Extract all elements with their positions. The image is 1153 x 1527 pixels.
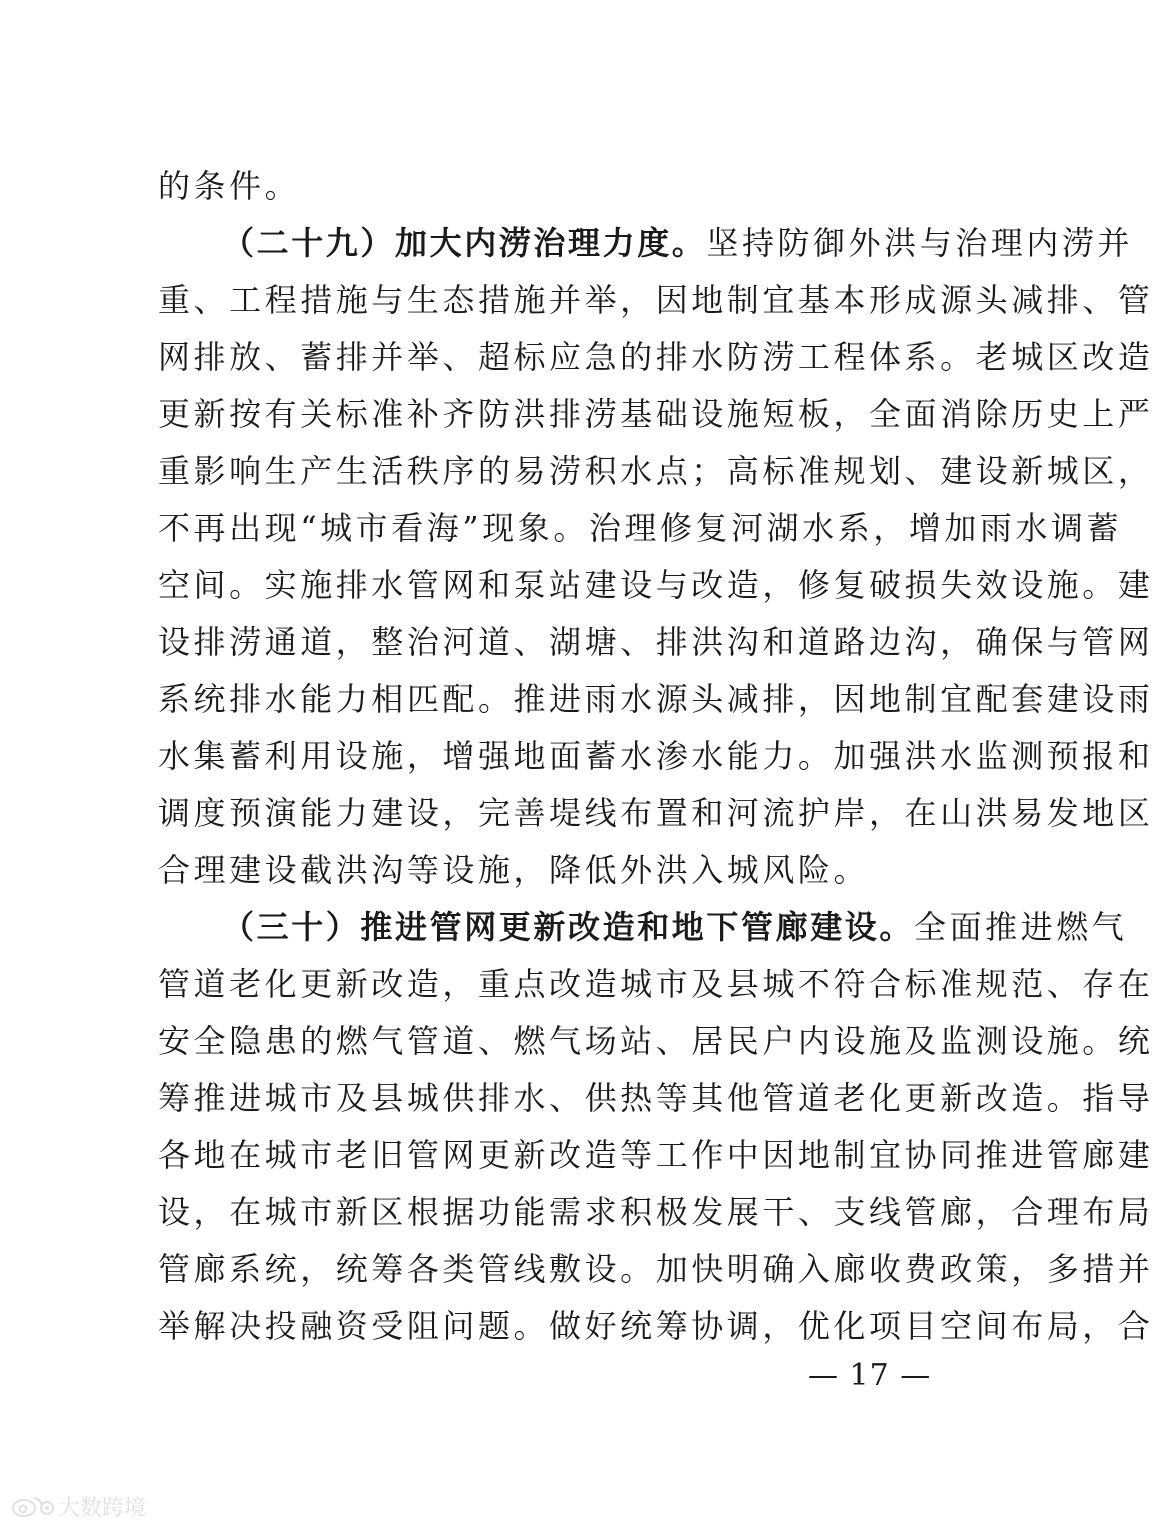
- paragraph-line: 合理建设截洪沟等设施，降低外洪入城风险。: [158, 851, 870, 889]
- paragraph-line: 不再出现“城市看海”现象。治理修复河湖水系，增加雨水调蓄: [158, 509, 1123, 547]
- section-29-first-line-text: 坚持防御外洪与治理内涝并: [706, 224, 1134, 262]
- paragraph-line: 安全隐患的燃气管道、燃气场站、居民户内设施及监测设施。统: [158, 1022, 1153, 1060]
- paragraph-line: 管廊系统，统筹各类管线敷设。加快明确入廊收费政策，多措并: [158, 1250, 1153, 1288]
- section-30-heading: （三十）推进管网更新改造和地下管廊建设。: [222, 908, 915, 946]
- paragraph-line: 设排涝通道，整治河道、湖塘、排洪沟和道路边沟，确保与管网: [158, 623, 1153, 661]
- paragraph-line: 重影响生产生活秩序的易涝积水点；高标准规划、建设新城区，: [158, 452, 1153, 490]
- section-30-first-line-text: 全面推进燃气: [914, 908, 1128, 946]
- section-29-first-line: [222, 223, 1133, 263]
- paragraph-line: 空间。实施排水管网和泵站建设与改造，修复破损失效设施。建: [158, 566, 1153, 604]
- watermark: [10, 1492, 146, 1520]
- section-30-first-line: [222, 907, 1127, 947]
- paragraph-line: 更新按有关标准补齐防洪排涝基础设施短板，全面消除历史上严: [158, 395, 1153, 433]
- paragraph-line: 举解决投融资受阻问题。做好统筹协调，优化项目空间布局，合: [158, 1307, 1153, 1345]
- section-29-heading: （二十九）加大内涝治理力度。: [222, 224, 707, 262]
- page-number: — 17 —: [808, 1358, 932, 1393]
- weibo-logo-icon: [10, 1494, 54, 1518]
- paragraph-line: 筹推进城市及县城供排水、供热等其他管道老化更新改造。指导: [158, 1079, 1153, 1117]
- paragraph-line: 各地在城市老旧管网更新改造等工作中因地制宜协同推进管廊建: [158, 1136, 1153, 1174]
- paragraph-line: 的条件。: [158, 167, 301, 205]
- paragraph-line: 重、工程措施与生态措施并举，因地制宜基本形成源头减排、管: [158, 281, 1153, 319]
- paragraph-line: 网排放、蓄排并举、超标应急的排水防涝工程体系。老城区改造: [158, 338, 1153, 376]
- paragraph-line: 水集蓄利用设施，增强地面蓄水渗水能力。加强洪水监测预报和: [158, 737, 1153, 775]
- watermark-text: 大数跨境: [58, 1495, 147, 1521]
- paragraph-line: 管道老化更新改造，重点改造城市及县城不符合标准规范、存在: [158, 965, 1153, 1003]
- paragraph-line: 设，在城市新区根据功能需求积极发展干、支线管廊，合理布局: [158, 1193, 1153, 1231]
- paragraph-line: 系统排水能力相匹配。推进雨水源头减排，因地制宜配套建设雨: [158, 680, 1153, 718]
- paragraph-line: 调度预演能力建设，完善堤线布置和河流护岸，在山洪易发地区: [158, 794, 1153, 832]
